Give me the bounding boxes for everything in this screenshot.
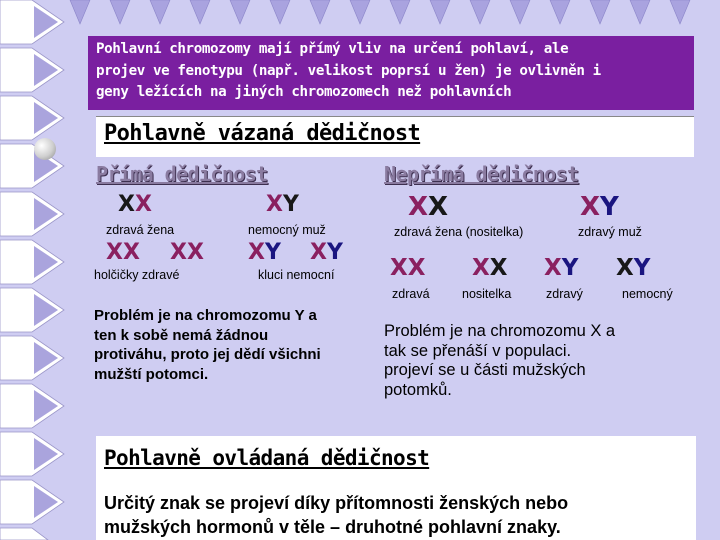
intro-line-3: geny ležících na jiných chromozomech než pohlavních bbox=[96, 84, 512, 100]
direct-mother-label: zdravá žena bbox=[106, 223, 175, 237]
indirect-child-4-genotype: XY bbox=[616, 255, 651, 281]
indirect-child-3-genotype: XY bbox=[544, 255, 579, 281]
indirect-father-genotype: XY bbox=[580, 192, 619, 222]
section-heading: Pohlavně vázaná dědičnost bbox=[104, 121, 421, 146]
indirect-child-2-label: nositelka bbox=[462, 287, 512, 301]
direct-note-line-4: mužští potomci. bbox=[94, 365, 209, 383]
direct-father-label: nemocný muž bbox=[248, 223, 326, 237]
section-heading-box bbox=[96, 116, 694, 157]
direct-note-line-2: ten k sobě nemá žádnou bbox=[94, 326, 269, 344]
sex-influenced-line-1: Určitý znak se projeví díky přítomnosti ženských nebo bbox=[104, 493, 569, 513]
sex-influenced-heading: Pohlavně ovládaná dědičnost bbox=[104, 446, 430, 470]
indirect-father-label: zdravý muž bbox=[578, 225, 642, 239]
direct-note-line-1: Problém je na chromozomu Y a bbox=[94, 307, 317, 324]
sex-influenced-text bbox=[104, 491, 694, 539]
indirect-note-line-3: projeví se u části mužských bbox=[384, 361, 586, 379]
direct-daughters-label: holčičky zdravé bbox=[94, 268, 180, 282]
indirect-child-4-label: nemocný bbox=[622, 287, 673, 301]
intro-line-2: projev ve fenotypu (např. velikost poprsí u žen) je ovlivněn i bbox=[96, 62, 601, 79]
indirect-child-1-label: zdravá bbox=[392, 287, 430, 301]
direct-son-2-genotype: XY bbox=[310, 240, 343, 265]
indirect-mother-genotype: XX bbox=[408, 192, 449, 222]
indirect-note-line-2: tak se přenáší v populaci. bbox=[384, 341, 572, 360]
indirect-child-1-genotype: XX bbox=[390, 255, 426, 281]
sex-influenced-line-2: mužských hormonů v těle – druhotné pohlavní znaky. bbox=[104, 517, 561, 537]
indirect-mother-label: zdravá žena (nositelka) bbox=[394, 225, 524, 239]
intro-text-box bbox=[88, 36, 694, 110]
decorative-top-border bbox=[0, 0, 720, 30]
direct-sons-label: kluci nemocní bbox=[258, 268, 335, 282]
direct-son-1-genotype: XY bbox=[248, 240, 281, 265]
indirect-inheritance-title: Nepřímá dědičnost bbox=[384, 162, 579, 186]
indirect-note-line-1: Problém je na chromozomu X a bbox=[384, 322, 616, 340]
intro-line-1: Pohlavní chromozomy mají přímý vliv na určení pohlaví, ale bbox=[96, 41, 569, 57]
direct-note-line-3: protiváhu, proto jej dědí všichni bbox=[94, 346, 321, 363]
indirect-note bbox=[384, 322, 694, 400]
indirect-child-2-genotype: XX bbox=[472, 255, 508, 281]
direct-father-genotype: XY bbox=[266, 192, 299, 217]
decorative-left-border bbox=[0, 0, 82, 540]
direct-mother-genotype: XX bbox=[118, 192, 152, 217]
direct-note bbox=[94, 306, 364, 384]
indirect-note-line-4: potomků. bbox=[384, 380, 452, 399]
direct-daughter-2-genotype: XX bbox=[170, 240, 204, 265]
sphere-bullet-icon bbox=[34, 138, 56, 160]
direct-inheritance-title: Přímá dědičnost bbox=[96, 162, 268, 186]
sex-influenced-section bbox=[96, 436, 696, 540]
direct-daughter-1-genotype: XX bbox=[106, 240, 140, 265]
indirect-child-3-label: zdravý bbox=[546, 287, 583, 301]
